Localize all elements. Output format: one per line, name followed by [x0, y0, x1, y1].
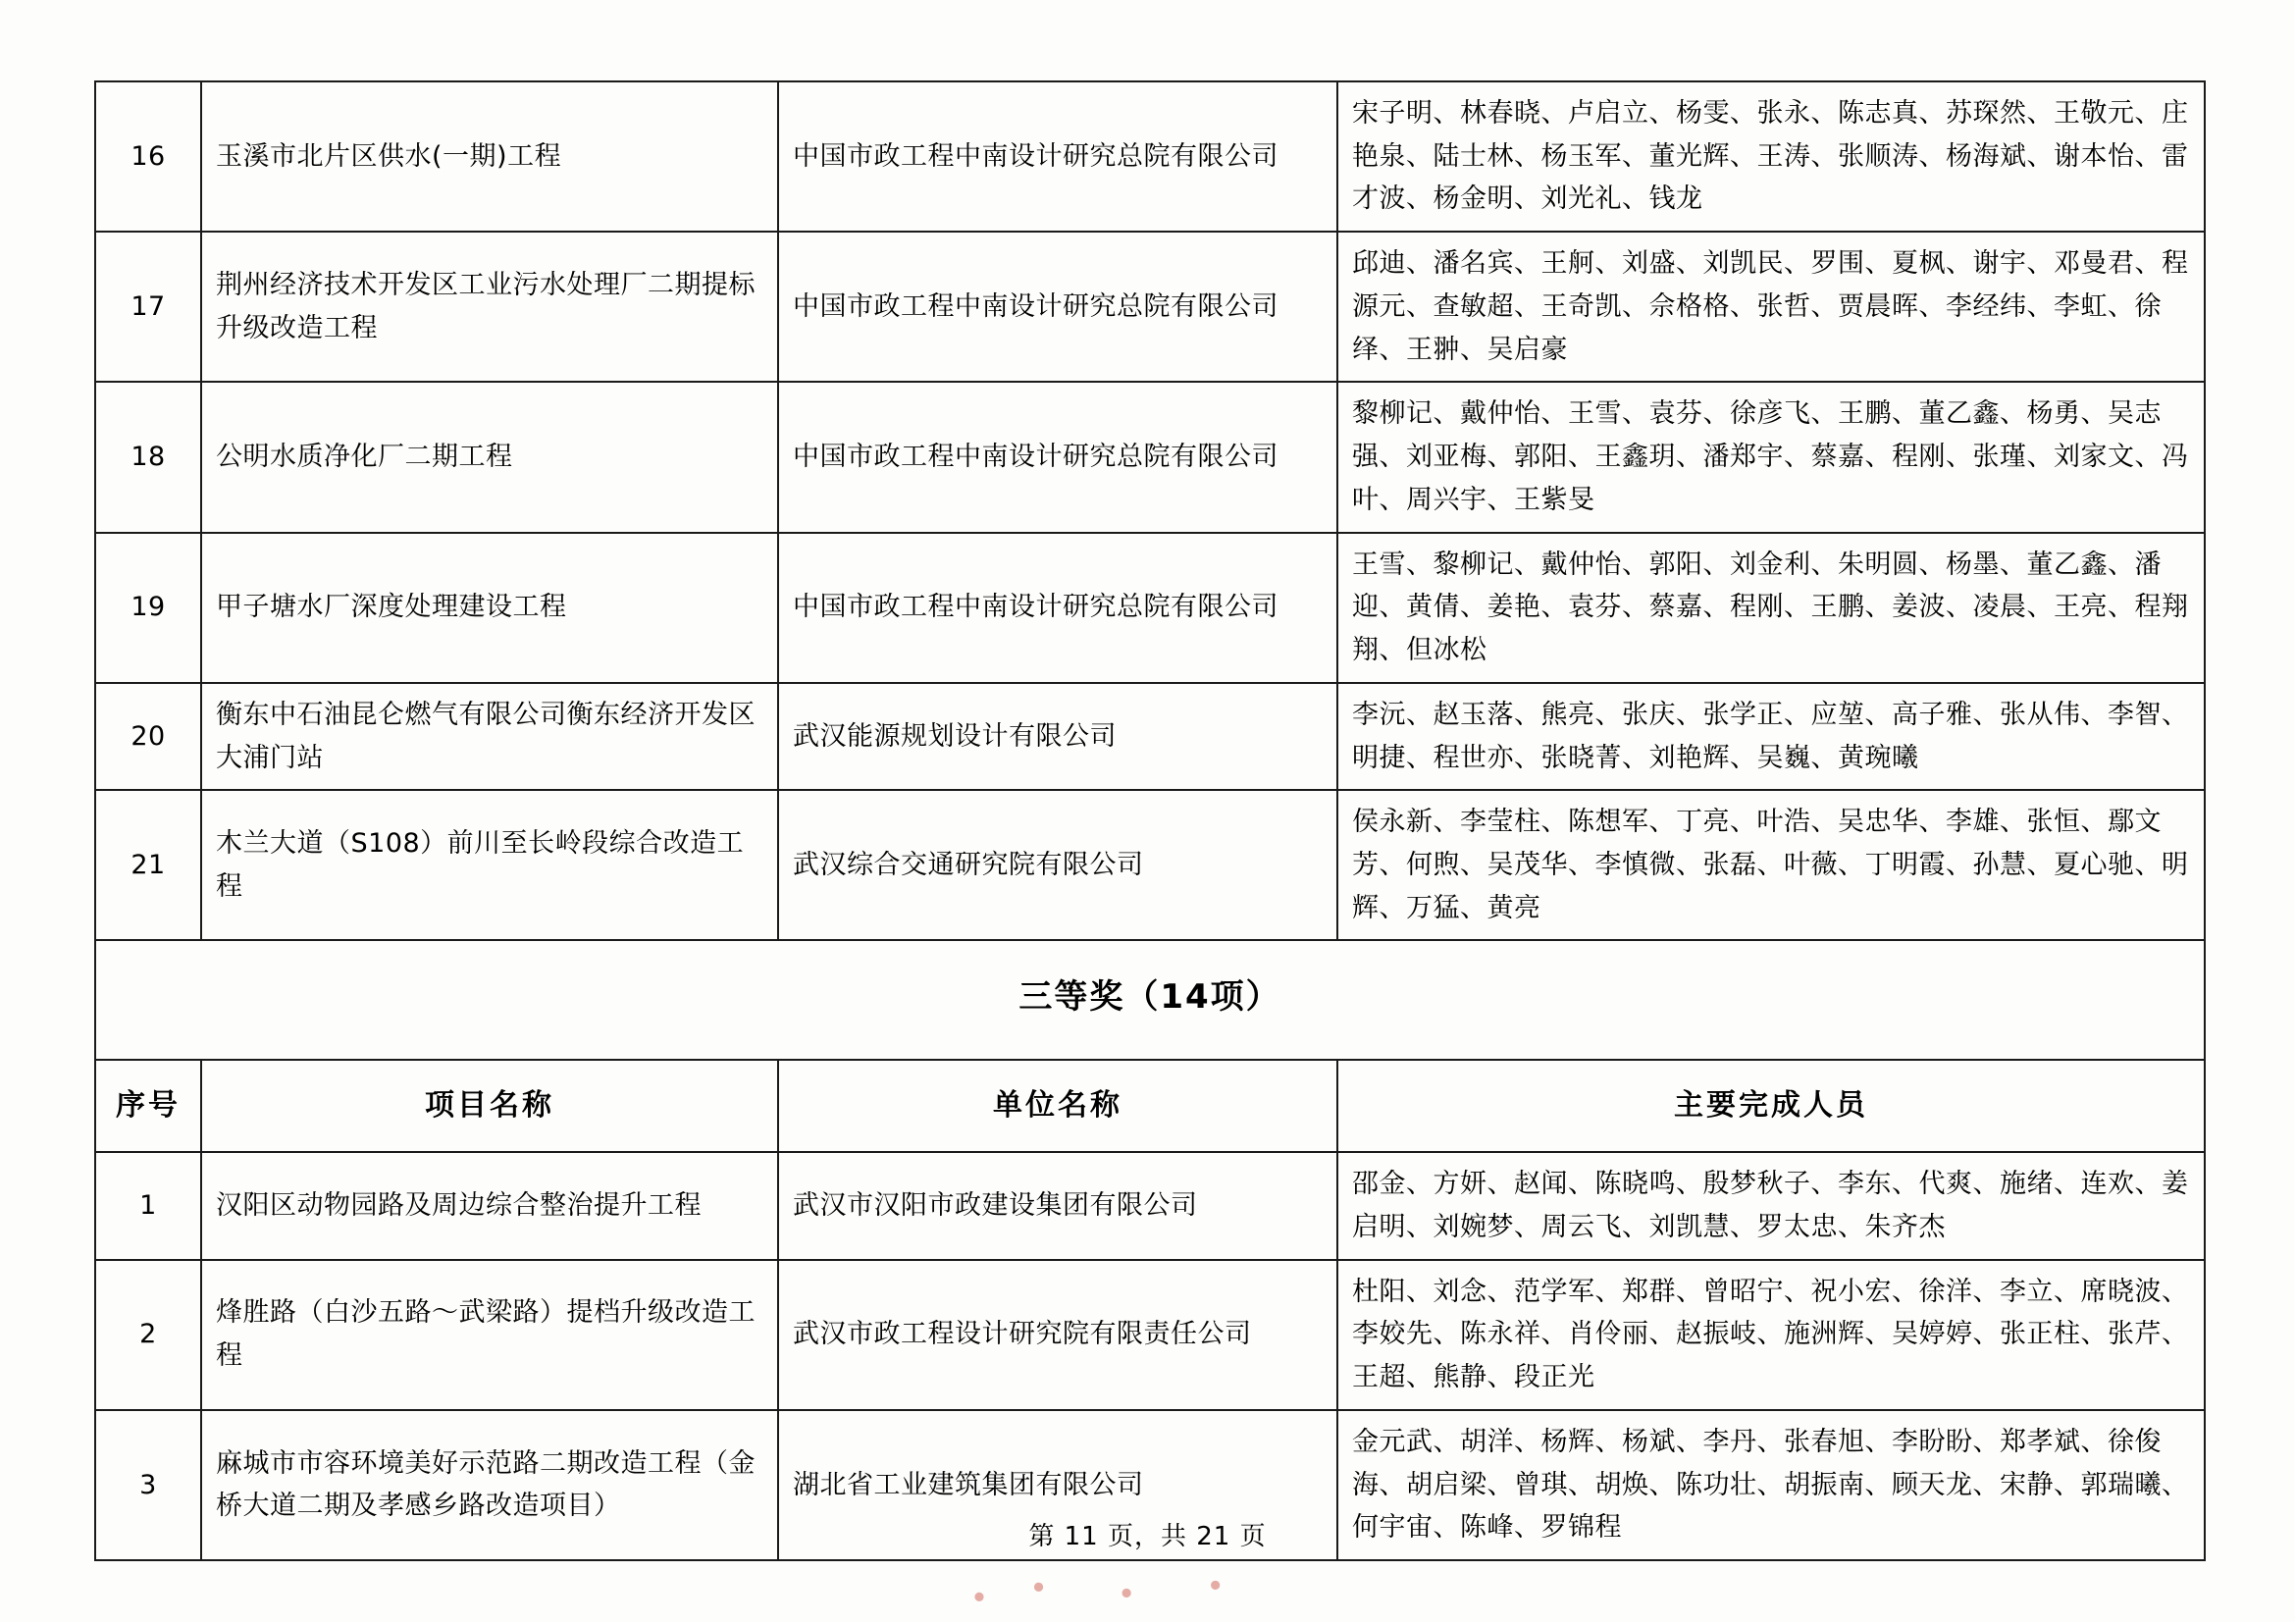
- table-row: [95, 790, 2205, 940]
- section-title: 三等奖（14项）: [95, 940, 2205, 1059]
- column-header-staff: 主要完成人员: [1337, 1060, 2205, 1153]
- project-name: 烽胜路（白沙五路～武梁路）提档升级改造工程: [201, 1260, 778, 1410]
- project-name: 荆州经济技术开发区工业污水处理厂二期提标升级改造工程: [201, 232, 778, 382]
- column-header-unit: 单位名称: [778, 1060, 1337, 1153]
- table-body: [95, 81, 2205, 1560]
- unit-name: 中国市政工程中南设计研究总院有限公司: [778, 81, 1337, 232]
- unit-name: 中国市政工程中南设计研究总院有限公司: [778, 382, 1337, 532]
- red-seal-mark: • • • •: [968, 1570, 1227, 1615]
- project-name: 甲子塘水厂深度处理建设工程: [201, 533, 778, 683]
- staff-list: 李沅、赵玉落、熊亮、张庆、张学正、应堃、高子雅、张从伟、李智、明捷、程世亦、张晓菁、刘艳辉、吴巍、黄琬曦: [1337, 683, 2205, 790]
- staff-list: 邱迪、潘名宾、王舸、刘盛、刘凯民、罗围、夏枫、谢宇、邓曼君、程源元、查敏超、王奇凯、佘格格、张哲、贾晨晖、李经纬、李虹、徐绎、王翀、吴启豪: [1337, 232, 2205, 382]
- row-number: 2: [95, 1260, 201, 1410]
- column-header-project: 项目名称: [201, 1060, 778, 1153]
- row-number: 3: [95, 1410, 201, 1560]
- table-row: [95, 232, 2205, 382]
- staff-list: 王雪、黎柳记、戴仲怡、郭阳、刘金利、朱明圆、杨墨、董乙鑫、潘迎、黄倩、姜艳、袁芬、蔡嘉、程刚、王鹏、姜波、凌晨、王亮、程翔翔、但冰松: [1337, 533, 2205, 683]
- unit-name: 中国市政工程中南设计研究总院有限公司: [778, 533, 1337, 683]
- unit-name: 武汉综合交通研究院有限公司: [778, 790, 1337, 940]
- row-number: 19: [95, 533, 201, 683]
- staff-list: 侯永新、李莹柱、陈想军、丁亮、叶浩、吴忠华、李雄、张恒、鄢文芳、何煦、吴茂华、李慎微、张磊、叶薇、丁明霞、孙慧、夏心驰、明辉、万猛、黄亮: [1337, 790, 2205, 940]
- row-number: 21: [95, 790, 201, 940]
- unit-name: 武汉能源规划设计有限公司: [778, 683, 1337, 790]
- project-name: 公明水质净化厂二期工程: [201, 382, 778, 532]
- project-name: 木兰大道（S108）前川至长岭段综合改造工程: [201, 790, 778, 940]
- column-header-no: 序号: [95, 1060, 201, 1153]
- row-number: 18: [95, 382, 201, 532]
- project-name: 汉阳区动物园路及周边综合整治提升工程: [201, 1152, 778, 1259]
- row-number: 17: [95, 232, 201, 382]
- unit-name: 湖北省工业建筑集团有限公司: [778, 1410, 1337, 1560]
- row-number: 16: [95, 81, 201, 232]
- staff-list: 杜阳、刘念、范学军、郑群、曾昭宁、祝小宏、徐洋、李立、席晓波、李姣先、陈永祥、肖伶丽、赵振岐、施洲辉、吴婷婷、张正柱、张芹、王超、熊静、段正光: [1337, 1260, 2205, 1410]
- project-name: 衡东中石油昆仑燃气有限公司衡东经济开发区大浦门站: [201, 683, 778, 790]
- row-number: 1: [95, 1152, 201, 1259]
- row-number: 20: [95, 683, 201, 790]
- section-title-row: [95, 940, 2205, 1059]
- project-name: 玉溪市北片区供水(一期)工程: [201, 81, 778, 232]
- table-row: [95, 1152, 2205, 1259]
- table-row: [95, 533, 2205, 683]
- table-header-row: [95, 1060, 2205, 1153]
- unit-name: 武汉市汉阳市政建设集团有限公司: [778, 1152, 1337, 1259]
- unit-name: 武汉市政工程设计研究院有限责任公司: [778, 1260, 1337, 1410]
- table-row: [95, 81, 2205, 232]
- project-name: 麻城市市容环境美好示范路二期改造工程（金桥大道二期及孝感乡路改造项目）: [201, 1410, 778, 1560]
- staff-list: 金元武、胡洋、杨辉、杨斌、李丹、张春旭、李盼盼、郑孝斌、徐俊海、胡启梁、曾琪、胡焕、陈功壮、胡振南、顾天龙、宋静、郭瑞曦、何宇宙、陈峰、罗锦程: [1337, 1410, 2205, 1560]
- staff-list: 邵金、方妍、赵闻、陈晓鸣、殷梦秋子、李东、代爽、施绪、连欢、姜启明、刘婉梦、周云飞、刘凯慧、罗太忠、朱齐杰: [1337, 1152, 2205, 1259]
- unit-name: 中国市政工程中南设计研究总院有限公司: [778, 232, 1337, 382]
- staff-list: 黎柳记、戴仲怡、王雪、袁芬、徐彦飞、王鹏、董乙鑫、杨勇、吴志强、刘亚梅、郭阳、王鑫玥、潘郑宇、蔡嘉、程刚、张瑾、刘家文、冯叶、周兴宇、王紫旻: [1337, 382, 2205, 532]
- table-row: [95, 382, 2205, 532]
- page-footer: 第 11 页，共 21 页: [1028, 1522, 1267, 1551]
- staff-list: 宋子明、林春晓、卢启立、杨雯、张永、陈志真、苏琛然、王敬元、庄艳泉、陆士林、杨玉军、董光辉、王涛、张顺涛、杨海斌、谢本怡、雷才波、杨金明、刘光礼、钱龙: [1337, 81, 2205, 232]
- table-row: [95, 683, 2205, 790]
- table-row: [95, 1260, 2205, 1410]
- award-projects-table: [94, 80, 2206, 1561]
